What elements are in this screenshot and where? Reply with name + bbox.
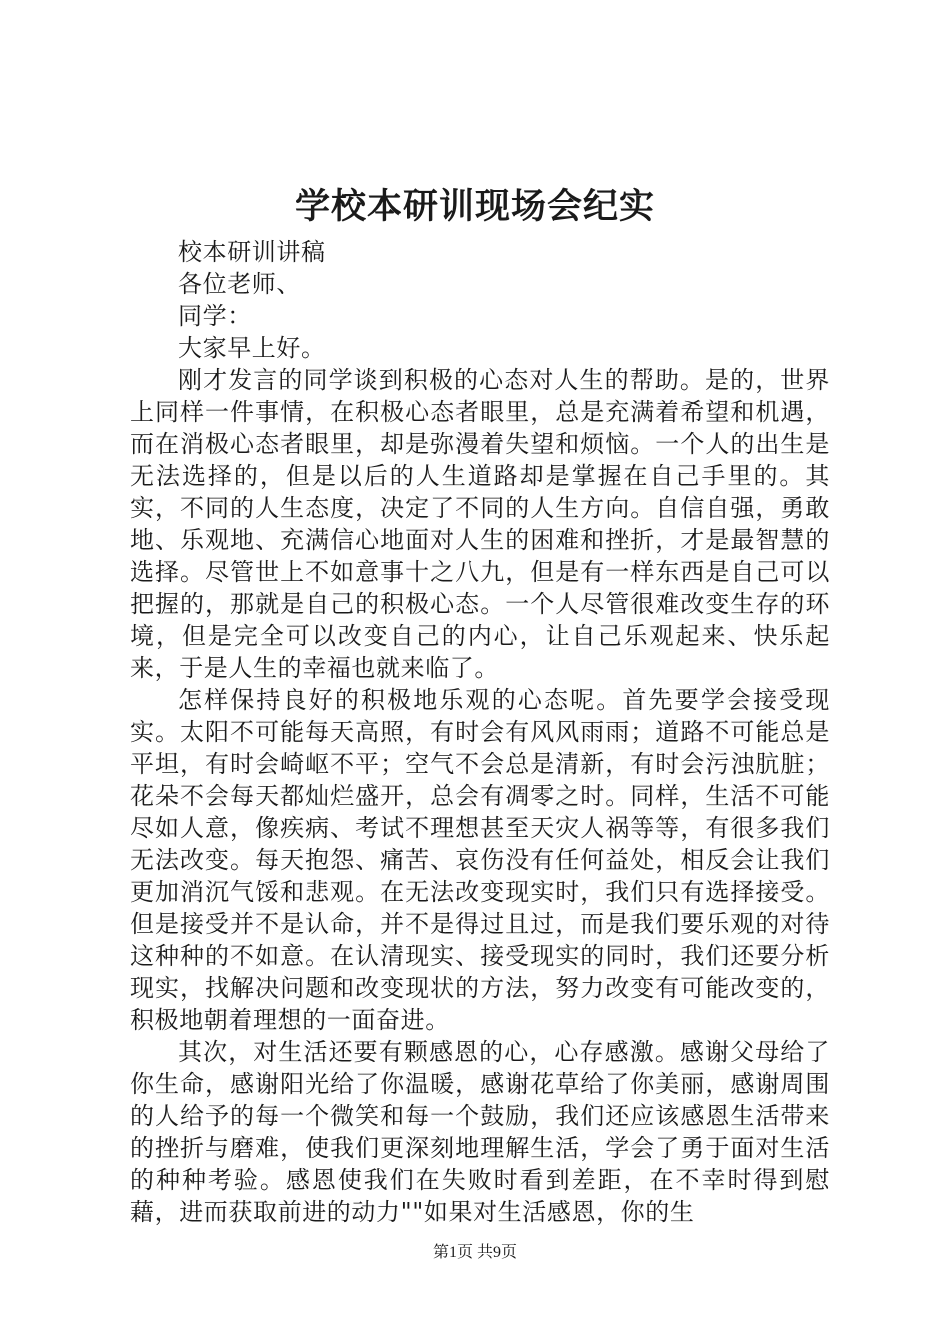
paragraph-body: 怎样保持良好的积极地乐观的心态呢。首先要学会接受现实。太阳不可能每天高照，有时会有风风雨雨；道路不可能总是平坦，有时会崎岖不平；空气不会总是清新，有时会污浊肮脏；花朵不会每天都灿烂盛开，总会有凋零之时。同样，生活不可能尽如人意，像疾病、考试不理想甚至天灾人祸等等，有很多我们无法改变。每天抱怨、痛苦、哀伤没有任何益处，相反会让我们更加消沉气馁和悲观。在无法改变现实时，我们只有选择接受。但是接受并不是认命，并不是得过且过，而是我们要乐观的对待这种种的不如意。在认清现实、接受现实的同时，我们还要分析现实，找解决问题和改变现状的方法，努力改变有可能改变的，积极地朝着理想的一面奋进。 [130, 686, 830, 1034]
document-title: 学校本研训现场会纪实 [294, 187, 655, 227]
paragraph-salutation-teachers: 各位老师、 [178, 270, 301, 298]
paragraph-body: 其次，对生活还要有颗感恩的心，心存感激。感谢父母给了你生命，感谢阳光给了你温暖，感谢花草给了你美丽，感谢周围的人给予的每一个微笑和每一个鼓励，我们还应该感恩生活带来的挫折与磨难，使我们更深刻地理解生活，学会了勇于面对生活的种种考验。感恩使我们在失败时看到差距，在不幸时得到慰藉，进而获取前进的动力""如果对生活感恩，你的生 [130, 1038, 830, 1226]
page-number-footer: 第1页 共9页 [432, 1244, 517, 1261]
paragraph-greeting: 大家早上好。 [178, 334, 326, 362]
document-body [130, 236, 830, 1228]
paragraph-body: 刚才发言的同学谈到积极的心态对人生的帮助。是的，世界上同样一件事情，在积极心态者眼里，总是充满着希望和机遇，而在消极心态者眼里，却是弥漫着失望和烦恼。一个人的出生是无法选择的，但是以后的人生道路却是掌握在自己手里的。其实，不同的人生态度，决定了不同的人生方向。自信自强，勇敢地、乐观地、充满信心地面对人生的困难和挫折，才是最智慧的选择。尽管世上不如意事十之八九，但是有一样东西是自己可以把握的，那就是自己的积极心态。一个人尽管很难改变生存的环境，但是完全可以改变自己的内心，让自己乐观起来、快乐起来，于是人生的幸福也就来临了。 [130, 366, 830, 682]
paragraph-subtitle: 校本研训讲稿 [178, 238, 326, 266]
paragraph-salutation-students: 同学： [178, 302, 252, 330]
